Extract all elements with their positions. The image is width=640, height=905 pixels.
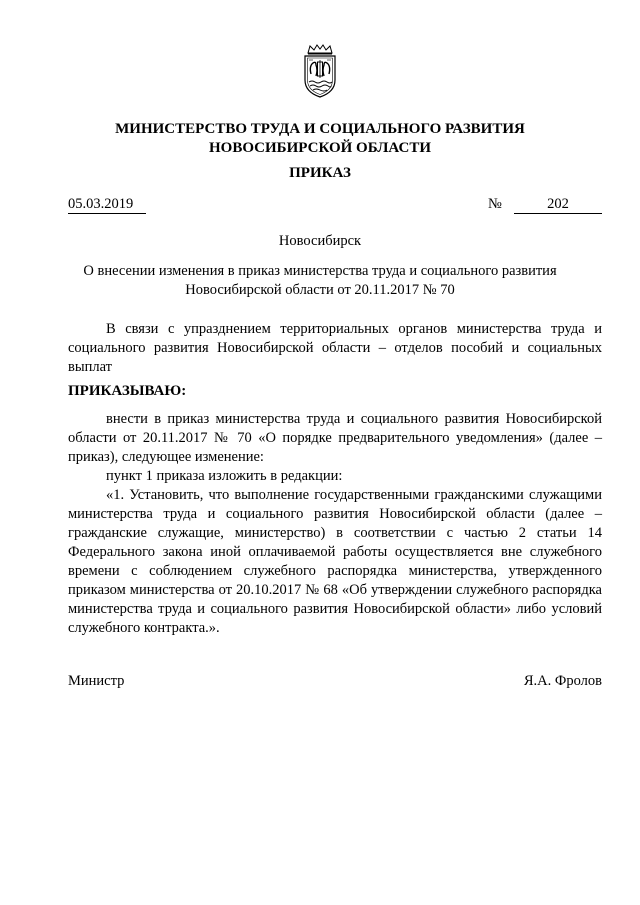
signatory-position: Министр xyxy=(68,673,125,689)
document-type: ПРИКАЗ xyxy=(289,165,351,181)
preamble-paragraph: В связи с упразднением территориальных органов министерства труда и социального развития Новосибирской области – отделов пособий и социальных выплат xyxy=(68,321,602,375)
order-date: 05.03.2019 xyxy=(68,195,146,214)
signatory-name: Я.А. Фролов xyxy=(523,673,602,689)
body-paragraph-3: «1. Установить, что выполнение государственными гражданскими служащими министерства труда и социального развития Новосибирской области (далее – гражданские служащие, министерство) в соответствии с частью 2 статьи 14 Федерального закона иной оплачиваемой работы осуществляется вне служебного времени с соблюдением служебного распорядка министерства, утвержденного приказом министерства от 20.10.2017 № 68 «Об утверждении служебного распорядка министерства труда и социального развития Новосибирской области» либо условий служебного контракта.». xyxy=(68,487,602,636)
coat-of-arms-icon xyxy=(299,44,341,98)
order-heading: ПРИКАЗЫВАЮ: xyxy=(68,383,187,399)
subject-line2: Новосибирской области от 20.11.2017 № 70 xyxy=(185,282,455,298)
order-subject xyxy=(40,262,600,300)
number-label: № xyxy=(488,196,502,212)
ministry-name xyxy=(40,120,600,158)
date-number-row xyxy=(68,195,602,215)
ministry-name-line1: МИНИСТЕРСТВО ТРУДА И СОЦИАЛЬНОГО РАЗВИТИЯ xyxy=(115,121,525,137)
ministry-name-line2: НОВОСИБИРСКОЙ ОБЛАСТИ xyxy=(208,140,432,156)
body-paragraph-1: внести в приказ министерства труда и социального развития Новосибирской области от 20.11.2017 № 70 «О порядке предварительного уведомления» (далее – приказ), следующее изменение: xyxy=(68,411,602,465)
body-paragraph-2: пункт 1 приказа изложить в редакции: xyxy=(106,468,343,484)
city: Новосибирск xyxy=(278,233,362,249)
order-number: 202 xyxy=(514,195,602,214)
subject-line1: О внесении изменения в приказ министерства труда и социального развития xyxy=(83,263,557,279)
